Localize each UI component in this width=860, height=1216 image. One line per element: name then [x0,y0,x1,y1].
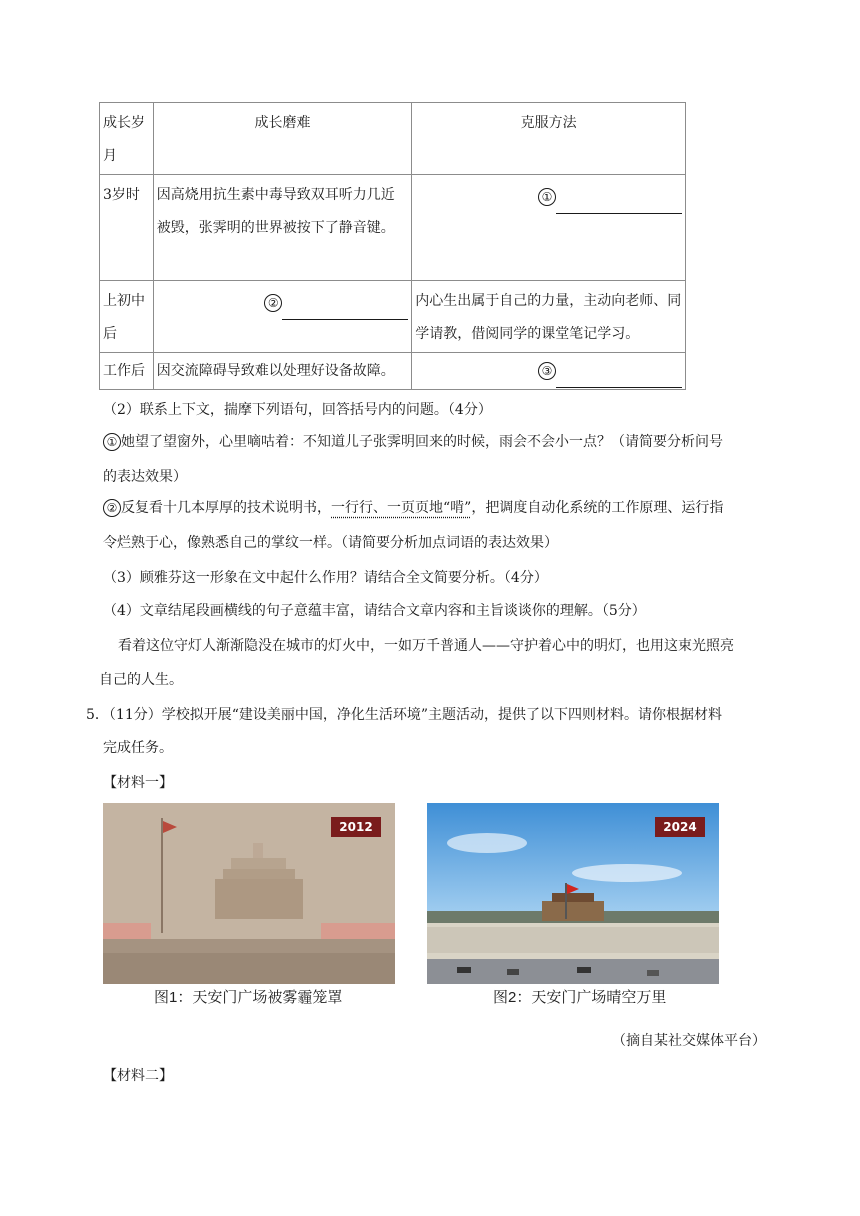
material-1-heading: 【材料一】 [103,775,173,791]
ending-line-1: 看着这位守灯人渐渐隐没在城市的灯火中，一如万千普通人——守护着心中的明灯，也用这束光照亮 [118,638,734,654]
header-hardship: 成长磨难 [153,103,411,175]
row3-method [412,353,686,390]
answer-blank-2[interactable] [282,299,408,320]
row1-age: 3岁时 [100,175,154,281]
source-note: （摘自某社交媒体平台） [612,1033,766,1049]
photo1-caption: 图1：天安门广场被雾霾笼罩 [154,989,343,1006]
blank-number-1: ① [538,188,556,206]
photo-clear-2024 [427,803,719,984]
q2-item2-line2: 令烂熟于心，像熟悉自己的掌纹一样。（请简要分析加点词语的表达效果） [103,535,558,551]
q5-line2: 完成任务。 [103,740,173,756]
q3: （3）顾雅芬这一形象在文中起什么作用？请结合全文简要分析。（4分） [103,570,548,586]
answer-blank-3[interactable] [556,367,682,388]
q2-item2-line1 [103,498,783,518]
blank-number-2: ② [264,294,282,312]
row3-hardship: 因交流障碍导致难以处理好设备故障。 [153,353,411,390]
q4: （4）文章结尾段画横线的句子意蕴丰富，请结合文章内容和主旨谈谈你的理解。（5分） [103,603,646,619]
photo-smog-2012 [103,803,395,984]
header-age: 成长岁月 [100,103,154,175]
q5-line1: 5．（11分）学校拟开展“建设美丽中国，净化生活环境”主题活动，提供了以下四则材料。请你根据材料 [86,707,723,723]
q2-stem: （2）联系上下文，揣摩下列语句，回答括号内的问题。（4分） [103,402,492,418]
row2-age: 上初中后 [100,281,154,353]
q2-item1-text: 她望了望窗外，心里嘀咕着：不知道儿子张霁明回来的时候，雨会不会小一点？（请简要分析问号 [121,434,723,450]
row1-hardship: 因高烧用抗生素中毒导致双耳听力几近被毁，张霁明的世界被按下了静音键。 [153,175,411,281]
q2-item2-pre: 反复看十几本厚厚的技术说明书， [121,500,331,516]
q2-item1-mark: ① [103,433,121,451]
header-method: 克服方法 [412,103,686,175]
row3-age: 工作后 [100,353,154,390]
blank-number-3: ③ [538,362,556,380]
growth-table [99,102,686,390]
material-2-heading: 【材料二】 [103,1068,173,1084]
ending-line-2: 自己的人生。 [99,672,183,688]
q2-item1-line2: 的表达效果） [103,469,187,485]
row2-hardship [153,281,411,353]
q2-item2-mark: ② [103,499,121,517]
photo2-caption: 图2：天安门广场晴空万里 [493,989,667,1006]
row2-method: 内心生出属于自己的力量，主动向老师、同学请教，借阅同学的课堂笔记学习。 [412,281,686,353]
row1-method [412,175,686,281]
year-badge-2024: 2024 [655,817,705,837]
q2-item2-dotted: 一行行、一页页地“啃” [331,500,472,516]
q2-item1-line1 [103,432,783,452]
year-badge-2012: 2012 [331,817,381,837]
answer-blank-1[interactable] [556,193,682,214]
q2-item2-post: ，把调度自动化系统的工作原理、运行指 [471,500,724,516]
